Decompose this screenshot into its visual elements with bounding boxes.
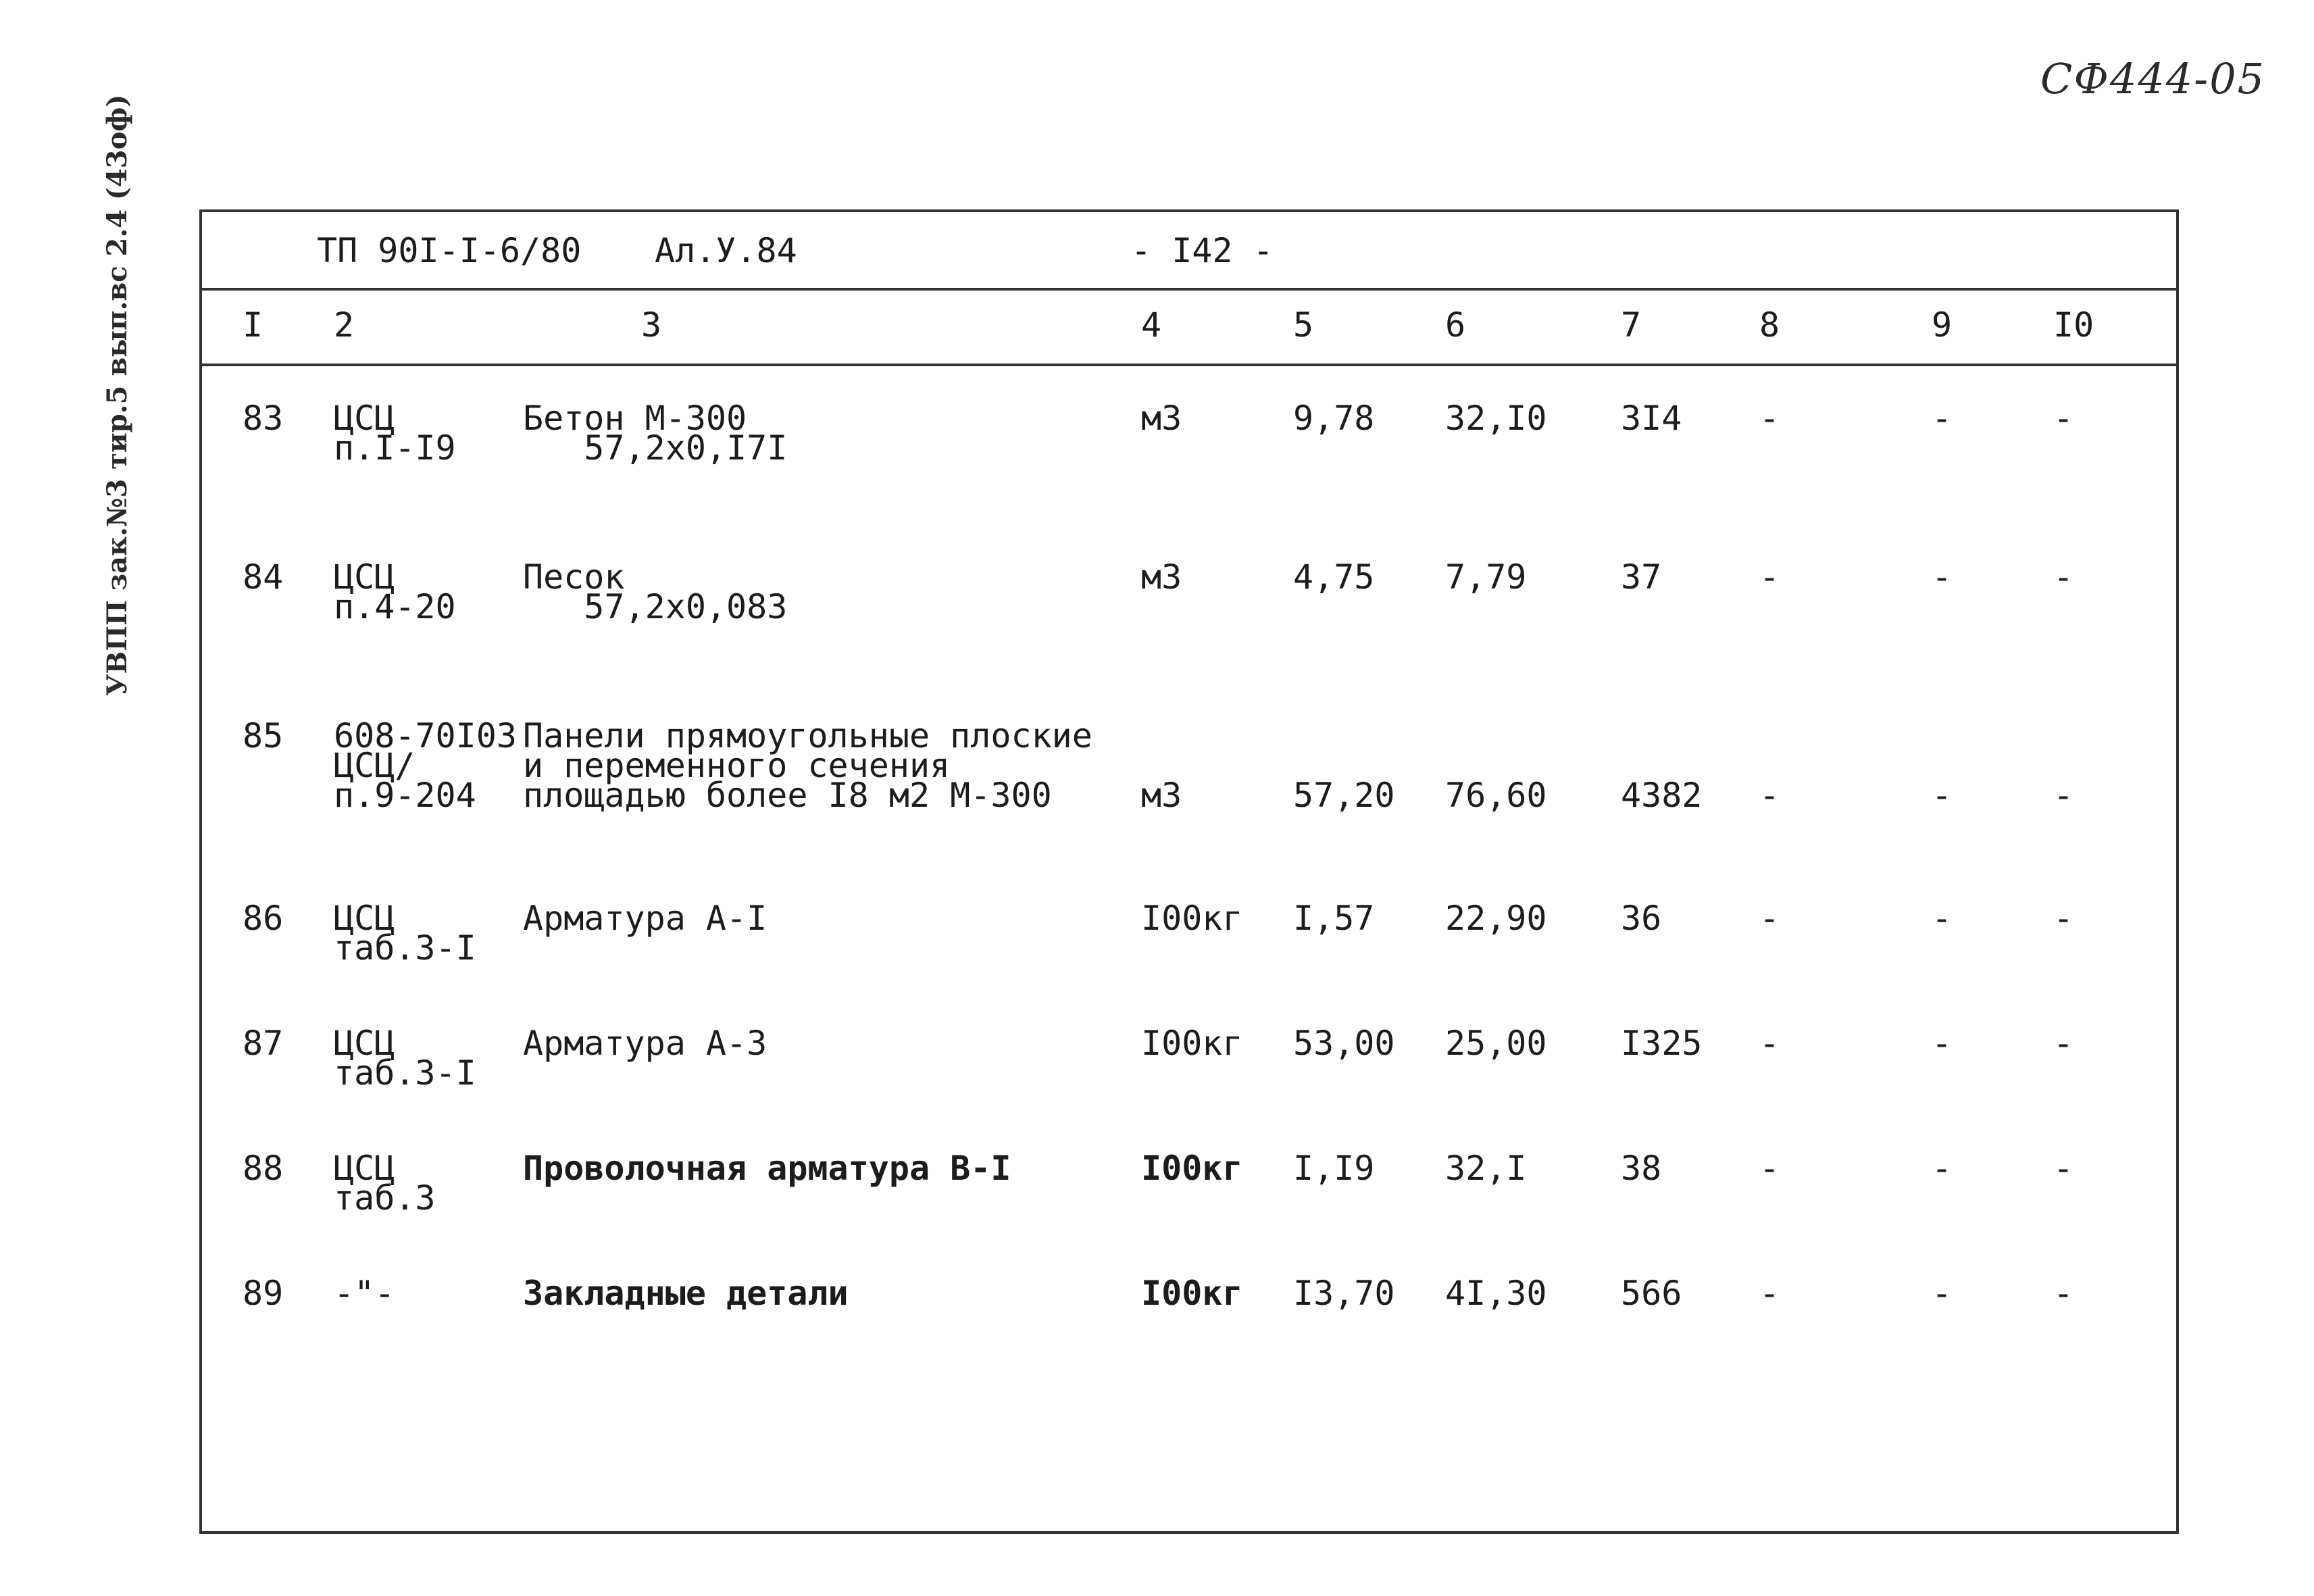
item-name-line: Песок [523,557,625,597]
unit-cell: I00кг [1141,1149,1243,1188]
total-cost-cell: 36 [1621,899,1662,938]
quantity-cell: 57,20 [1293,776,1395,815]
col9-cell: - [1932,399,1953,438]
quantity-cell: 53,00 [1293,1024,1395,1063]
row-number: 89 [243,1274,284,1313]
col8-cell: - [1759,1274,1780,1313]
unit-price-cell: 22,90 [1445,899,1547,938]
column-header-10: I0 [2053,305,2094,345]
unit-price-cell: 25,00 [1445,1024,1547,1063]
unit-cell: м3 [1141,399,1182,438]
column-header-row [202,288,2176,366]
unit-cell: I00кг [1141,1024,1243,1063]
item-name-line: Бетон М-300 [523,399,747,438]
price-code-line: ЦСЦ [334,1149,395,1188]
item-name-line: 57,2х0,I7I [523,428,788,468]
col8-cell: - [1759,899,1780,938]
col8-cell: - [1759,399,1780,438]
row-number: 84 [243,557,284,597]
price-code-line: 608-70I03 [334,716,517,755]
total-cost-cell: 37 [1621,557,1662,597]
col9-cell: - [1932,557,1953,597]
unit-cell: I00кг [1141,1274,1243,1313]
price-code-line: п.4-20 [334,587,456,626]
col10-cell: - [2053,399,2074,438]
row-number: 83 [243,399,284,438]
column-header-7: 7 [1621,305,1642,345]
column-header-8: 8 [1759,305,1780,345]
item-name-line: Панели прямоугольные плоские [523,716,1092,755]
page-number: - I42 - [1131,231,1274,270]
col9-cell: - [1932,1274,1953,1313]
total-cost-cell: 38 [1621,1149,1662,1188]
col9-cell: - [1932,899,1953,938]
archive-code-mark: СФ444-05 [2040,54,2266,103]
total-cost-cell: 3I4 [1621,399,1682,438]
quantity-cell: 4,75 [1293,557,1375,597]
column-header-5: 5 [1293,305,1314,345]
col9-cell: - [1932,1024,1953,1063]
col8-cell: - [1759,776,1780,815]
total-cost-cell: I325 [1621,1024,1703,1063]
item-name-line: Арматура А-I [523,899,768,938]
col9-cell: - [1932,1149,1953,1188]
unit-price-cell: 4I,30 [1445,1274,1547,1313]
album-number: Ал.У.84 [655,231,797,270]
unit-price-cell: 7,79 [1445,557,1527,597]
row-number: 87 [243,1024,284,1063]
sheet-title-bar [202,212,2176,291]
price-code-line: ЦСЦ [334,557,395,597]
col10-cell: - [2053,557,2074,597]
column-header-4: 4 [1141,305,1162,345]
unit-cell: м3 [1141,776,1182,815]
price-code-line: ЦСЦ/ [334,746,416,785]
col10-cell: - [2053,1274,2074,1313]
price-code-line: -"- [334,1274,395,1313]
quantity-cell: I,57 [1293,899,1375,938]
column-header-3: 3 [641,305,662,345]
price-code-line: п.I-I9 [334,428,456,468]
price-code-line: ЦСЦ [334,1024,395,1063]
unit-cell: м3 [1141,557,1182,597]
quantity-cell: 9,78 [1293,399,1375,438]
item-name-line: Арматура А-3 [523,1024,768,1063]
col9-cell: - [1932,776,1953,815]
row-number: 88 [243,1149,284,1188]
total-cost-cell: 4382 [1621,776,1703,815]
col10-cell: - [2053,1149,2074,1188]
quantity-cell: I3,70 [1293,1274,1395,1313]
col10-cell: - [2053,1024,2074,1063]
column-header-2: 2 [334,305,355,345]
col10-cell: - [2053,899,2074,938]
unit-price-cell: 32,I [1445,1149,1527,1188]
item-name-line: Закладные детали [523,1274,849,1313]
item-name-line: площадью более I8 м2 М-300 [523,776,1052,815]
total-cost-cell: 566 [1621,1274,1682,1313]
unit-price-cell: 32,I0 [1445,399,1547,438]
price-code-line: таб.3-I [334,928,476,968]
item-name-line: и переменного сечения [523,746,951,785]
column-header-6: 6 [1445,305,1466,345]
col10-cell: - [2053,776,2074,815]
col8-cell: - [1759,557,1780,597]
quantity-cell: I,I9 [1293,1149,1375,1188]
unit-cell: I00кг [1141,899,1243,938]
col8-cell: - [1759,1024,1780,1063]
column-header-1: I [243,305,263,345]
price-code-line: таб.3 [334,1178,436,1218]
price-code-line: п.9-204 [334,776,476,815]
item-name-line: Проволочная арматура В-I [523,1149,1011,1188]
price-code-line: таб.3-I [334,1053,476,1093]
item-name-line: 57,2х0,083 [523,587,788,626]
column-header-9: 9 [1932,305,1953,345]
print-stamp: УВПП зак.№3 тир.5 вып.вс 2.4 (43оф) [101,94,133,696]
col8-cell: - [1759,1149,1780,1188]
price-code-line: ЦСЦ [334,899,395,938]
price-code-line: ЦСЦ [334,399,395,438]
document-code: ТП 90I-I-6/80 [317,231,582,270]
estimate-sheet [199,209,2179,1534]
unit-price-cell: 76,60 [1445,776,1547,815]
row-number: 86 [243,899,284,938]
row-number: 85 [243,716,284,755]
